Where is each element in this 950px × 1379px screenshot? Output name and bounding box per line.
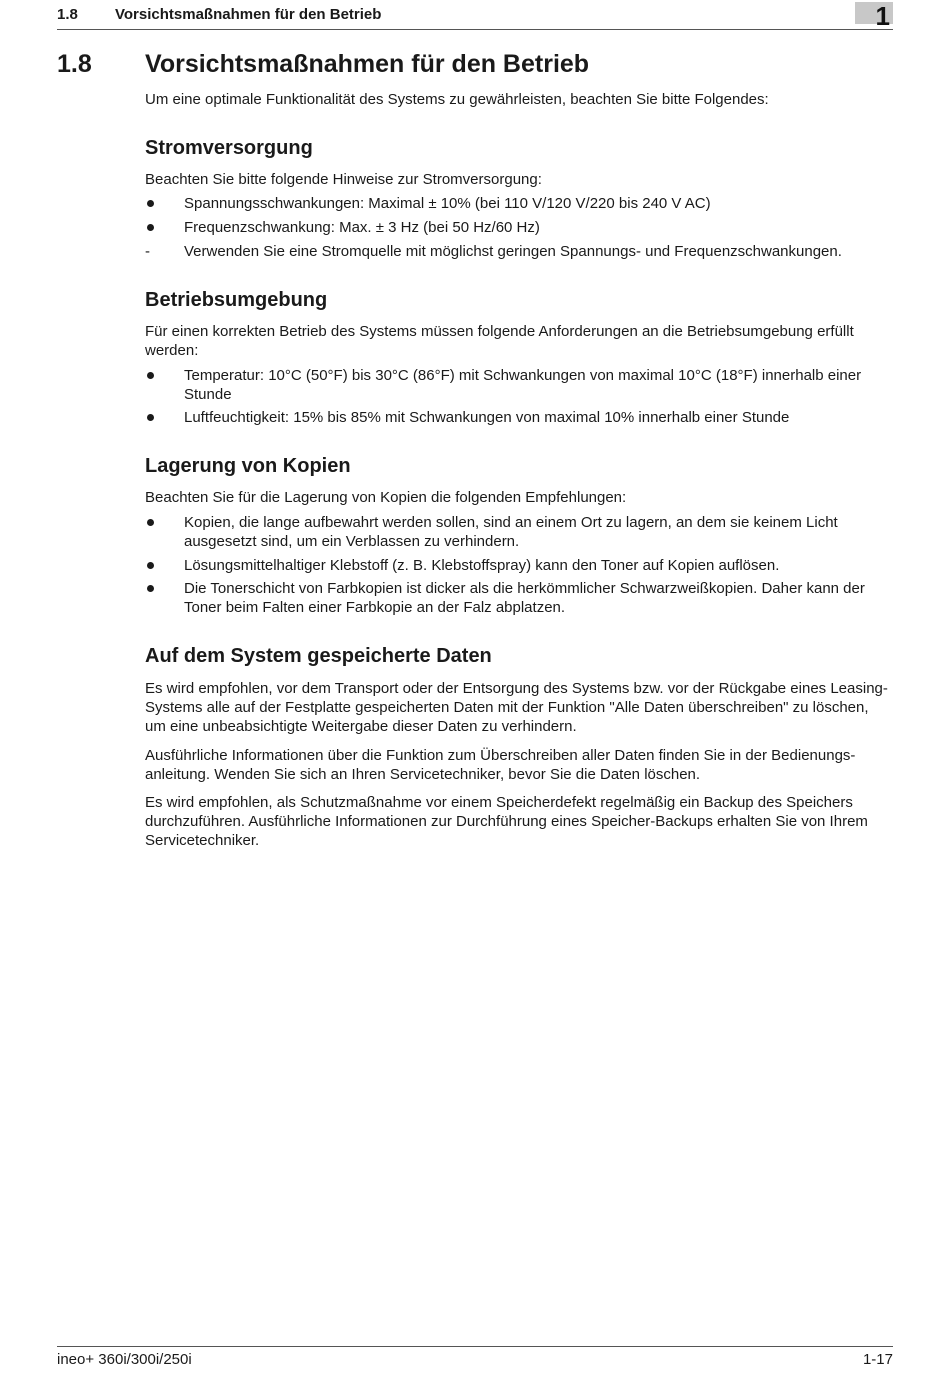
environment-lead: Für einen korrekten Betrieb des Systems müssen folgende Anforderungen an die Betriebsumgebung erfüllt werden:: [145, 323, 854, 359]
bullet-icon: [147, 372, 154, 379]
manual-page: 1.8 Vorsichtsmaßnahmen für den Betrieb 1 1.8 Vorsichtsmaßnahmen für den Betrieb Um eine optimale Funktionalität des Systems zu gewährleisten, beachten Sie bitte Folgendes: Stromversorgung Beachten Sie bitte folgende Hinweise zur Stromversorgung: Spannungsschwankungen: Maximal ± 10% (bei 110 V/120 V/220 bis 240 V AC) Frequenzschwankung: Max. ± 3 Hz (bei 50 Hz/60 Hz) - Verwenden Sie eine Stromquelle mit möglichst geringen Spannungs- und Frequenzschwankungen. Betriebsumgebung Für einen korrekten Betrieb des Systems müssen folgende Anforderungen an die Betriebsumgebung erfüllt werden: Temperatur: 10°C (50°F) bis 30°C (86°F) mit Schwankungen von maximal 10°C (18°F) innerhalb einer Stunde Luftfeuchtigkeit: 15% bis 85% mit Schwankungen von maximal 10% innerhalb einer Stunde Lagerung von Kopien Beachten Sie für die Lagerung von Kopien die folgenden Empfehlungen: Kopien, die lange aufbewahrt werden sollen, sind an einem Ort zu lagern, an dem sie keinem Licht ausgesetzt sind, um ein Verblassen zu verhindern. Lösungsmittelhaltiger Klebstoff (z. B. Klebstoffspray) kann den Toner auf Kopien auflösen. Die Tonerschicht von Farbkopien ist dicker als die herkömmlicher Schwarzweißkopien. Daher kann der Toner beim Falten einer Farbkopie an der Falz abplatzen. Auf dem System gespeicherte Daten Es wird empfohlen, vor dem Transport oder der Entsorgung des Systems bzw. vor der Rückgabe eines Leasing-Systems alle auf der Festplatte gespeicherten Daten mit der Funktion "Alle Daten überschreiben" zu löschen, um eine unbeabsichtigte Weitergabe dieser Daten zu verhindern. Ausführliche Informationen über die Funktion zum Überschreiben aller Daten finden Sie in der Bedienungs-anleitung. Wenden Sie sich an Ihren Servicetechniker, bevor Sie die Daten löschen. Es wird empfohlen, als Schutzmaßnahme vor einem Speicherdefekt regelmäßig ein Backup des Speichers durchzuführen. Ausführliche Informationen zur Durchführung eines Speicher-Backups erhalten Sie von Ihrem Servicetechniker. ineo+ 360i/300i/250i 1-17: [57, 1, 893, 1368]
header-divider: [57, 29, 893, 30]
running-header: [57, 3, 893, 30]
chapter-tab: [855, 1, 893, 31]
dash-marker: -: [145, 243, 150, 260]
section-heading-stored-data: Auf dem System gespeicherte Daten: [145, 645, 492, 667]
page-title-number: 1.8: [57, 50, 92, 78]
bullet-icon: [147, 414, 154, 421]
bullet-icon: [147, 200, 154, 207]
page-number: 1-17: [862, 1351, 893, 1368]
footer-model: ineo+ 360i/300i/250i: [57, 1351, 192, 1368]
bullet-icon: [147, 519, 154, 526]
intro-text: Um eine optimale Funktionalität des Systems zu gewährleisten, beachten Sie bitte Folgendes:: [145, 91, 769, 108]
bullet-icon: [147, 224, 154, 231]
section-heading-environment: Betriebsumgebung: [145, 289, 328, 311]
bullet-icon: [147, 562, 154, 569]
header-section-number: 1.8: [57, 6, 78, 23]
header-section-title: Vorsichtsmaßnahmen für den Betrieb: [115, 6, 382, 23]
footer-divider: [57, 1346, 893, 1347]
bullet-icon: [147, 585, 154, 592]
page-title: Vorsichtsmaßnahmen für den Betrieb: [145, 50, 590, 78]
section-heading-power: Stromversorgung: [145, 137, 313, 159]
storage-lead: Beachten Sie für die Lagerung von Kopien die folgenden Empfehlungen:: [145, 489, 627, 506]
data-paragraph: Es wird empfohlen, vor dem Transport oder der Entsorgung des Systems bzw. vor der Rückgabe eines Leasing-Systems alle auf der Festplatte gespeicherten Daten mit der Funktion "Alle Daten überschreiben" zu löschen, um eine unbeabsichtigte Weitergabe dieser Daten zu verhindern.: [145, 680, 888, 735]
section-heading-storage: Lagerung von Kopien: [145, 455, 351, 477]
data-paragraph: Ausführliche Informationen über die Funktion zum Überschreiben aller Daten finden Sie in der Bedienungs-anleitung. Wenden Sie sich an Ihren Servicetechniker, bevor Sie die Daten löschen.: [145, 747, 856, 783]
data-paragraph: Es wird empfohlen, als Schutzmaßnahme vor einem Speicherdefekt regelmäßig ein Backup des Speichers durchzuführen. Ausführliche Informationen zur Durchführung eines Speicher-Backups erhalten Sie von Ihrem Servicetechniker.: [145, 794, 868, 849]
power-lead: Beachten Sie bitte folgende Hinweise zur Stromversorgung:: [145, 171, 542, 188]
chapter-number: 1: [875, 1, 890, 31]
